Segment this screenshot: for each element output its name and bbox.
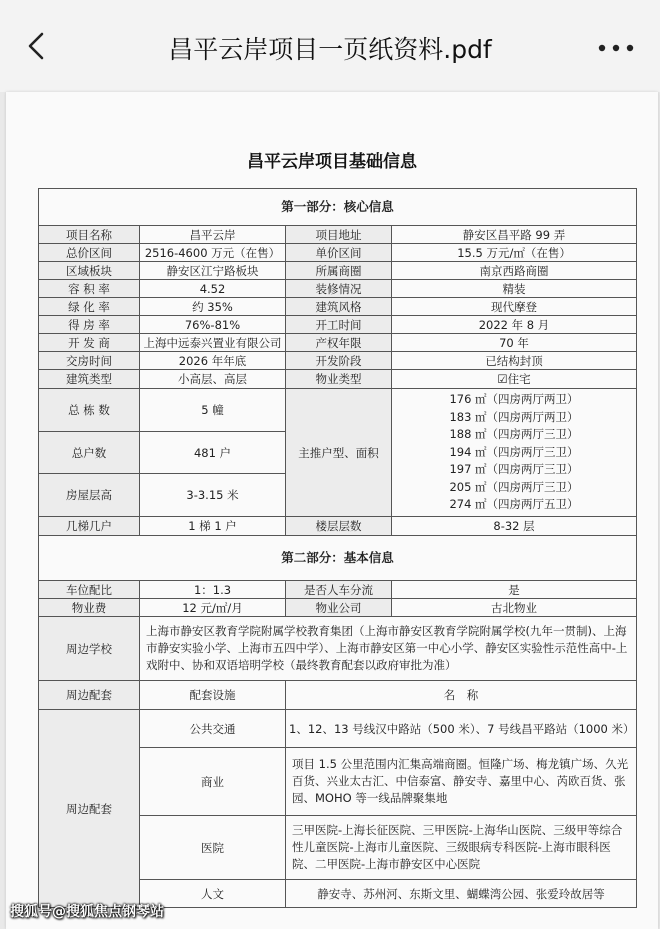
cell-label: 总 栋 数 [39, 389, 140, 432]
pdf-page[interactable] [6, 92, 658, 929]
cell-value: ☑住宅 [392, 370, 637, 389]
cell-value: 是 [392, 581, 637, 599]
cell-label: 开工时间 [286, 316, 392, 334]
cell-label: 周边配套 [39, 710, 140, 908]
table-row [39, 280, 637, 298]
cell-value: 静安区昌平路 99 弄 [392, 226, 637, 244]
cell-value: 15.5 万元/㎡（在售） [392, 244, 637, 262]
cell-label: 建筑风格 [286, 298, 392, 316]
unit-type-item: 183 ㎡（四房两厅两卫） [449, 409, 579, 424]
cell-label: 房屋层高 [39, 474, 140, 517]
cell-label: 装修情况 [286, 280, 392, 298]
cell-value: 静安区江宁路板块 [140, 262, 286, 280]
cell-value: 70 年 [392, 334, 637, 352]
cell-label: 车位配比 [39, 581, 140, 599]
cell-label: 几梯几户 [39, 517, 140, 536]
cell-value: 小高层、高层 [140, 370, 286, 389]
cell-value: 1 梯 1 户 [140, 517, 286, 536]
unit-type-item: 205 ㎡（四房两厅三卫） [449, 479, 579, 494]
cell-label: 区域板块 [39, 262, 140, 280]
table-row [39, 681, 637, 710]
cell-value: 4.52 [140, 280, 286, 298]
cell-label: 物业费 [39, 599, 140, 617]
table-row [39, 334, 637, 352]
facility-name: 1、12、13 号线汉中路站（500 米）、7 号线昌平路站（1000 米） [286, 710, 637, 748]
table-row [39, 617, 637, 681]
unit-types-cell [392, 389, 637, 517]
facility-header-name: 名 称 [286, 681, 637, 710]
cell-value: 昌平云岸 [140, 226, 286, 244]
unit-type-item: 274 ㎡（四房两厅五卫） [449, 497, 579, 512]
top-bar [0, 0, 660, 92]
cell-label: 项目名称 [39, 226, 140, 244]
cell-label: 楼层层数 [286, 517, 392, 536]
cell-label: 总价区间 [39, 244, 140, 262]
cell-label: 交房时间 [39, 352, 140, 370]
cell-label: 建筑类型 [39, 370, 140, 389]
cell-label: 主推户型、面积 [286, 389, 392, 517]
cell-label: 单价区间 [286, 244, 392, 262]
facility-type: 人文 [140, 880, 286, 908]
cell-label: 绿 化 率 [39, 298, 140, 316]
schools-text: 上海市静安区教育学院附属学校教育集团（上海市静安区教育学院附属学校(九年一贯制)、上海市静安实验小学、上海市五四中学）、上海市静安区第一中心小学、静安区实验性示范性高中-上戏附中、协和双语培明学校（最终教育配套以政府审批为准） [140, 617, 637, 681]
file-title: 昌平云岸项目一页纸资料.pdf [168, 35, 492, 64]
section-title-basic: 第二部分：基本信息 [39, 536, 637, 581]
cell-label: 开 发 商 [39, 334, 140, 352]
unit-type-item: 188 ㎡（四房两厅三卫） [449, 427, 579, 442]
cell-label: 物业公司 [286, 599, 392, 617]
project-info-table [38, 188, 637, 908]
table-row [39, 244, 637, 262]
cell-label: 开发阶段 [286, 352, 392, 370]
document-title: 昌平云岸项目基础信息 [247, 152, 417, 172]
cell-value: 约 35% [140, 298, 286, 316]
table-row [39, 226, 637, 244]
unit-type-item: 197 ㎡（四房两厅三卫） [449, 462, 579, 477]
table-row [39, 599, 637, 617]
table-row [39, 710, 637, 748]
facility-type: 医院 [140, 816, 286, 880]
cell-value: 481 户 [140, 432, 286, 474]
table-row [39, 298, 637, 316]
cell-label: 产权年限 [286, 334, 392, 352]
cell-label: 总户数 [39, 432, 140, 474]
cell-value: 2516-4600 万元（在售） [140, 244, 286, 262]
cell-value: 76%-81% [140, 316, 286, 334]
cell-value: 3-3.15 米 [140, 474, 286, 517]
unit-type-item: 194 ㎡（四房两厅三卫） [449, 444, 579, 459]
cell-label: 周边配套 [39, 681, 140, 710]
more-dots-icon [594, 36, 638, 60]
table-row [39, 370, 637, 389]
cell-label: 物业类型 [286, 370, 392, 389]
table-row [39, 352, 637, 370]
cell-value: 古北物业 [392, 599, 637, 617]
cell-value: 5 幢 [140, 389, 286, 432]
facility-name: 静安寺、苏州河、东斯文里、蝴蝶湾公园、张爱玲故居等 [286, 880, 637, 908]
cell-value: 现代摩登 [392, 298, 637, 316]
facility-type: 商业 [140, 748, 286, 816]
section-row [39, 189, 637, 226]
facility-type: 公共交通 [140, 710, 286, 748]
facility-header-type: 配套设施 [140, 681, 286, 710]
cell-value: 已结构封顶 [392, 352, 637, 370]
table-row [39, 389, 637, 432]
cell-label: 是否人车分流 [286, 581, 392, 599]
table-row [39, 517, 637, 536]
facility-name: 项目 1.5 公里范围内汇集高端商圈。恒隆广场、梅龙镇广场、久光百货、兴业太古汇、中信泰富、静安寺、嘉里中心、芮欧百货、张园、MOHO 等一线品牌聚集地 [286, 748, 637, 816]
more-button[interactable] [594, 36, 638, 60]
cell-label: 容 积 率 [39, 280, 140, 298]
facility-name: 三甲医院-上海长征医院、三甲医院-上海华山医院、三级甲等综合性儿童医院-上海市儿童医院、三级眼病专科医院-上海市眼科医院、二甲医院-上海市静安区中心医院 [286, 816, 637, 880]
cell-value: 8-32 层 [392, 517, 637, 536]
cell-value: 2022 年 8 月 [392, 316, 637, 334]
section-row [39, 536, 637, 581]
table-row [39, 316, 637, 334]
cell-value: 上海中远泰兴置业有限公司 [140, 334, 286, 352]
cell-value: 南京西路商圈 [392, 262, 637, 280]
cell-label: 项目地址 [286, 226, 392, 244]
cell-value: 2026 年年底 [140, 352, 286, 370]
cell-label: 得 房 率 [39, 316, 140, 334]
cell-value: 1：1.3 [140, 581, 286, 599]
cell-value: 12 元/㎡/月 [140, 599, 286, 617]
table-row [39, 581, 637, 599]
cell-label: 所属商圈 [286, 262, 392, 280]
watermark: 搜狐号@搜狐焦点钢琴站 [10, 904, 164, 920]
table-row [39, 262, 637, 280]
cell-label: 周边学校 [39, 617, 140, 681]
cell-value: 精装 [392, 280, 637, 298]
section-title-core: 第一部分：核心信息 [39, 189, 637, 226]
unit-type-item: 176 ㎡（四房两厅两卫） [449, 392, 579, 407]
